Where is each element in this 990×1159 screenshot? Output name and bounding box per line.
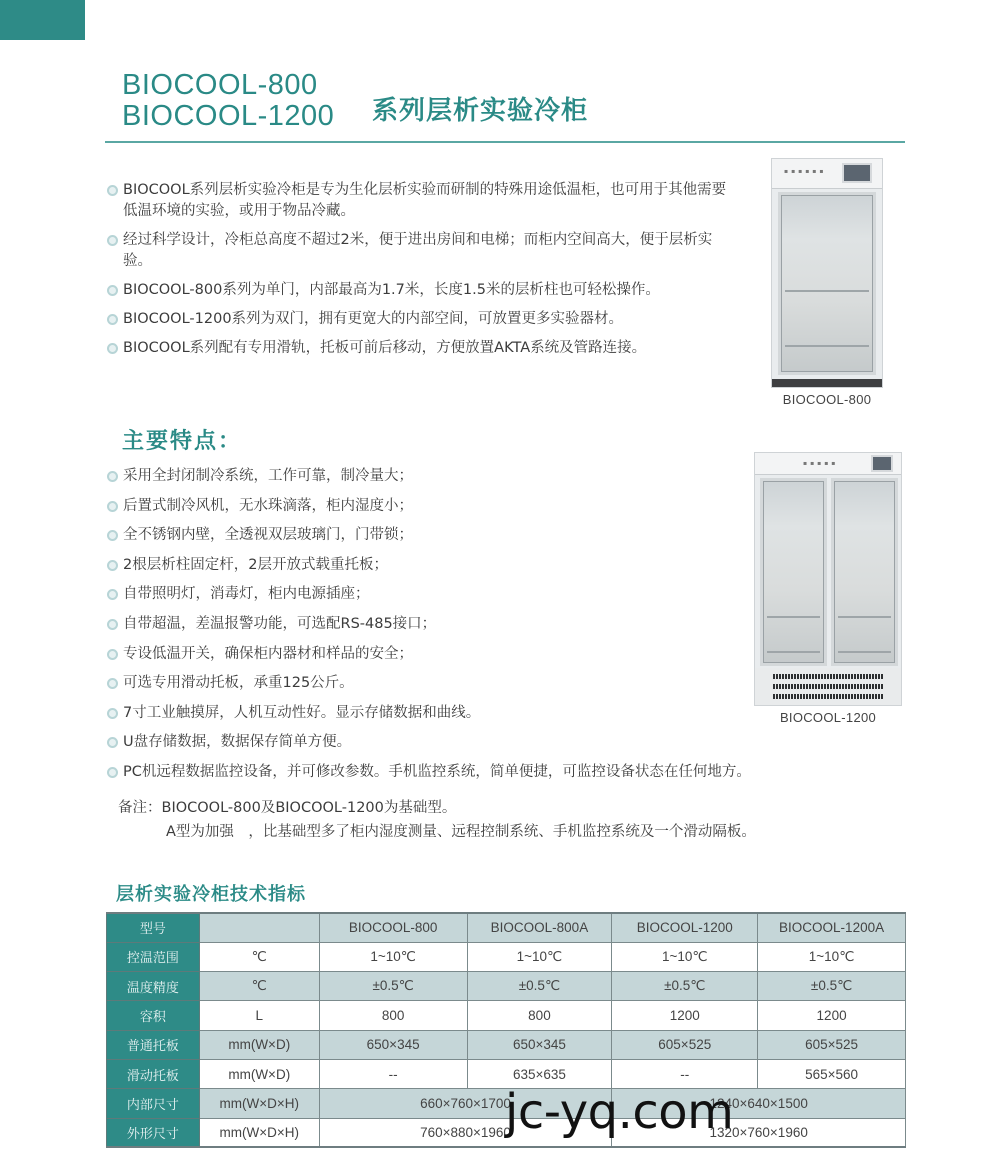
remark-line-1: 备注：BIOCOOL-800及BIOCOOL-1200为基础型。 xyxy=(118,800,457,816)
feature-item: 自带超温，差温报警功能，可选配RS-485接口； xyxy=(107,614,867,644)
merged-value-cell: 1320×760×1960 xyxy=(612,1118,906,1147)
single-door-fridge-image xyxy=(771,158,883,388)
shelf-line xyxy=(785,345,869,347)
value-cell: ±0.5℃ xyxy=(319,972,467,1001)
row-label: 容积 xyxy=(107,1001,200,1030)
row-label: 温度精度 xyxy=(107,972,200,1001)
circle-bullet-icon xyxy=(107,501,118,512)
circle-bullet-icon xyxy=(107,471,118,482)
glass-door xyxy=(778,192,876,375)
watermark-text: jc-yq.com xyxy=(505,1084,734,1140)
value-cell: 800 xyxy=(467,1001,612,1030)
value-cell: 565×560 xyxy=(758,1059,906,1088)
feature-item: 全不锈钢内壁，全透视双层玻璃门，门带锁； xyxy=(107,525,867,555)
row-label: 滑动托板 xyxy=(107,1059,200,1088)
value-cell: 1~10℃ xyxy=(319,942,467,971)
intro-paragraph: BIOCOOL系列层析实验冷柜是专为生化层析实验而研制的特殊用途低温柜，也可用于其他需要低温环境的实验，或用于物品冷藏。 xyxy=(107,180,737,222)
fridge-brand-mark: ▪▪▪▪▪ xyxy=(803,460,839,467)
value-cell: 1~10℃ xyxy=(612,942,758,971)
model-name-800: BIOCOOL-800 xyxy=(122,69,318,101)
table-row xyxy=(107,972,906,1001)
circle-bullet-icon xyxy=(107,619,118,630)
circle-bullet-icon xyxy=(107,530,118,541)
corner-accent-block xyxy=(0,0,85,40)
circle-bullet-icon xyxy=(107,285,118,296)
touchscreen-icon xyxy=(871,455,893,472)
circle-bullet-icon xyxy=(107,737,118,748)
value-cell: 800 xyxy=(319,1001,467,1030)
intro-paragraph: 经过科学设计，冷柜总高度不超过2米，便于进出房间和电梯；而柜内空间高大，便于层析实验。 xyxy=(107,230,737,272)
value-cell: 605×525 xyxy=(758,1030,906,1059)
circle-bullet-icon xyxy=(107,560,118,571)
intro-paragraph: BIOCOOL-1200系列为双门，拥有更宽大的内部空间，可放置更多实验器材。 xyxy=(107,309,737,330)
feature-item: U盘存储数据，数据保存简单方便。 xyxy=(107,732,867,762)
merged-value-cell: 660×760×1700 xyxy=(319,1089,612,1118)
fridge-brand-mark: ▪▪▪▪▪▪ xyxy=(784,168,827,175)
value-cell: ±0.5℃ xyxy=(758,972,906,1001)
model-title xyxy=(122,70,334,132)
value-cell: -- xyxy=(612,1059,758,1088)
circle-bullet-icon xyxy=(107,649,118,660)
value-cell: 1~10℃ xyxy=(467,942,612,971)
model-header: BIOCOOL-800A xyxy=(467,913,612,942)
row-label: 控温范围 xyxy=(107,942,200,971)
intro-paragraph: BIOCOOL系列配有专用滑轨，托板可前后移动，方便放置AKTA系统及管路连接。 xyxy=(107,338,737,359)
row-label: 内部尺寸 xyxy=(107,1089,200,1118)
feature-item: 后置式制冷风机，无水珠滴落，柜内湿度小； xyxy=(107,496,867,526)
value-cell: 1200 xyxy=(758,1001,906,1030)
row-label: 外形尺寸 xyxy=(107,1118,200,1147)
intro-paragraph: BIOCOOL-800系列为单门，内部最高为1.7米，长度1.5米的层析柱也可轻松操作。 xyxy=(107,280,737,301)
unit-cell: mm(W×D×H) xyxy=(199,1118,319,1147)
spec-table-heading: 层析实验冷柜技术指标 xyxy=(116,884,306,905)
unit-cell: ℃ xyxy=(199,942,319,971)
model-header: BIOCOOL-1200A xyxy=(758,913,906,942)
product-image-biocool-800 xyxy=(768,158,886,407)
title-divider xyxy=(105,141,905,143)
feature-item: 可选专用滑动托板，承重125公斤。 xyxy=(107,673,867,703)
unit-cell xyxy=(199,913,319,942)
table-row xyxy=(107,1030,906,1059)
merged-value-cell: 1240×640×1500 xyxy=(612,1089,906,1118)
table-header-row xyxy=(107,913,906,942)
value-cell: 650×345 xyxy=(467,1030,612,1059)
features-list xyxy=(107,466,867,792)
features-heading: 主要特点： xyxy=(122,429,243,454)
circle-bullet-icon xyxy=(107,314,118,325)
intro-section xyxy=(107,180,737,367)
shelf-line xyxy=(785,290,869,292)
model-name-1200: BIOCOOL-1200 xyxy=(122,100,335,132)
row-label: 型号 xyxy=(107,913,200,942)
unit-cell: L xyxy=(199,1001,319,1030)
series-title: 系列层析实验冷柜 xyxy=(372,96,589,126)
model-header: BIOCOOL-800 xyxy=(319,913,467,942)
remarks xyxy=(118,796,756,844)
fridge-top-panel xyxy=(772,159,882,189)
product-caption: BIOCOOL-1200 xyxy=(779,710,877,725)
feature-item: PC机远程数据监控设备，并可修改参数。手机监控系统，简单便捷，可监控设备状态在任何地方。 xyxy=(107,762,867,792)
value-cell: 605×525 xyxy=(612,1030,758,1059)
feature-item: 自带照明灯，消毒灯，柜内电源插座； xyxy=(107,584,867,614)
unit-cell: ℃ xyxy=(199,972,319,1001)
value-cell: 1200 xyxy=(612,1001,758,1030)
feature-item: 专设低温开关，确保柜内器材和样品的安全； xyxy=(107,644,867,674)
table-row xyxy=(107,1001,906,1030)
circle-bullet-icon xyxy=(107,235,118,246)
circle-bullet-icon xyxy=(107,343,118,354)
value-cell: -- xyxy=(319,1059,467,1088)
circle-bullet-icon xyxy=(107,767,118,778)
fridge-base xyxy=(772,379,882,387)
unit-cell: mm(W×D) xyxy=(199,1059,319,1088)
feature-item: 2根层析柱固定杆，2层开放式载重托板； xyxy=(107,555,867,585)
value-cell: ±0.5℃ xyxy=(467,972,612,1001)
unit-cell: mm(W×D) xyxy=(199,1030,319,1059)
circle-bullet-icon xyxy=(107,678,118,689)
unit-cell: mm(W×D×H) xyxy=(199,1089,319,1118)
touchscreen-icon xyxy=(842,163,872,183)
value-cell: 635×635 xyxy=(467,1059,612,1088)
product-caption: BIOCOOL-800 xyxy=(782,392,872,407)
value-cell: ±0.5℃ xyxy=(612,972,758,1001)
model-header: BIOCOOL-1200 xyxy=(612,913,758,942)
merged-value-cell: 760×880×1960 xyxy=(319,1118,612,1147)
circle-bullet-icon xyxy=(107,589,118,600)
feature-item: 采用全封闭制冷系统，工作可靠，制冷量大； xyxy=(107,466,867,496)
value-cell: 650×345 xyxy=(319,1030,467,1059)
value-cell: 1~10℃ xyxy=(758,942,906,971)
feature-item: 7寸工业触摸屏，人机互动性好。显示存储数据和曲线。 xyxy=(107,703,867,733)
row-label: 普通托板 xyxy=(107,1030,200,1059)
circle-bullet-icon xyxy=(107,185,118,196)
circle-bullet-icon xyxy=(107,708,118,719)
table-row xyxy=(107,942,906,971)
remark-line-2: A型为加强 ，比基础型多了柜内湿度测量、远程控制系统、手机监控系统及一个滑动隔板。 xyxy=(166,824,756,840)
